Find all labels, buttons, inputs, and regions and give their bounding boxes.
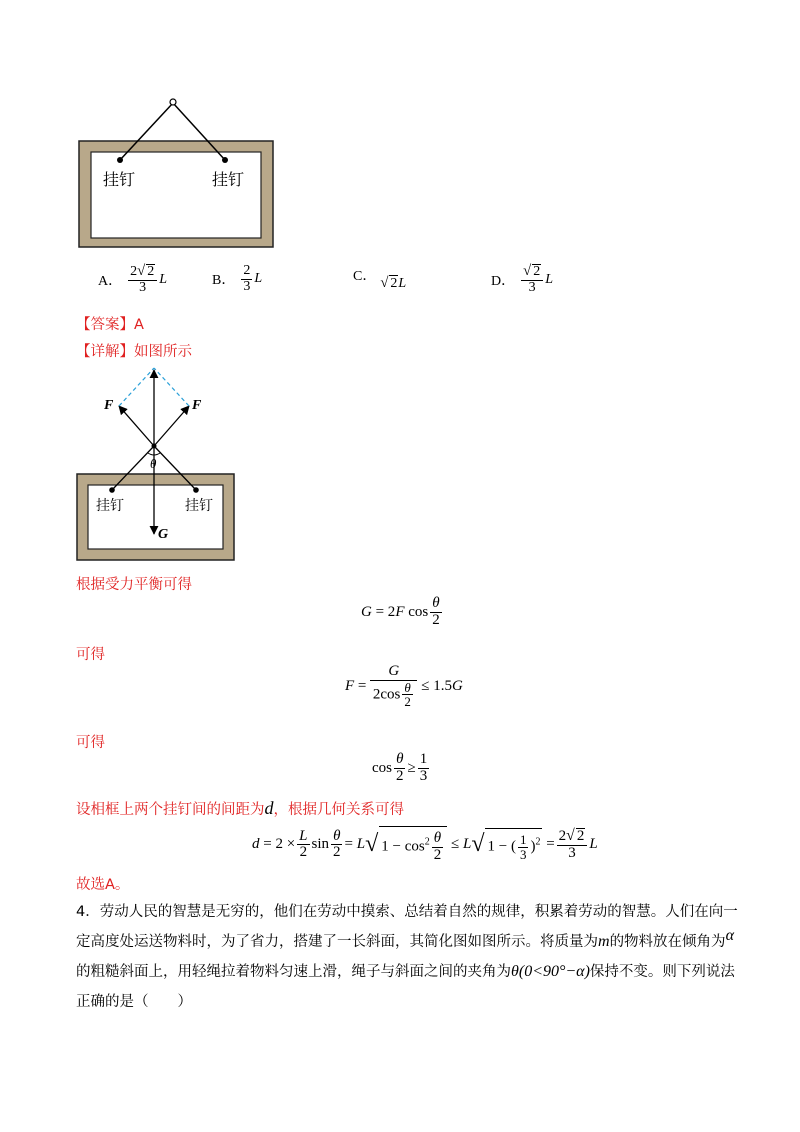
figure-force-analysis (76, 362, 240, 564)
option-c: C． √ 2L (353, 273, 406, 293)
step4-post: ，根据几何关系可得 (273, 802, 404, 818)
detail-line (76, 340, 192, 361)
detail-tag: 【详解】 (76, 344, 134, 360)
answer-line (76, 313, 144, 334)
step3-text: 可得 (76, 735, 105, 751)
step1-text: 根据受力平衡可得 (76, 577, 192, 593)
option-a: A． $\frac{2√ 2}{3}$ L (98, 263, 167, 295)
equation-1: G = 2 F cos $\frac{\theta}{2}$ (361, 595, 440, 628)
mass-var: m (598, 933, 610, 950)
step4-text (76, 798, 404, 819)
equation-4: d = 2 × $\frac{L}{2}$ sin $\frac{\theta}{2}$ = L √ $1 - \cos^2$ $\frac{\theta}{2}$ ≤ L √ 1 − ( $\frac{1}{3}$ )$^2$ = $\frac{2√ 2}{3}$ L (252, 827, 598, 863)
step4-var: d (264, 798, 274, 818)
force-label-left: F (104, 398, 114, 413)
question-4-line2: 定高度处运送物料时，为了省力，搭建了一长斜面，其简化图如图所示。将质量为m的物料放在倾角为α (76, 927, 734, 950)
step2-text: 可得 (76, 647, 105, 663)
question-4-line4: 正确的是（ ） (76, 994, 192, 1010)
question-4-line3: 的粗糙斜面上，用轻绳拉着物料匀速上滑，绳子与斜面之间的夹角为θ(0<90°−α)保持不变。则下列说法 (76, 963, 735, 980)
nail2-left (109, 487, 115, 493)
answer-value: A (134, 317, 144, 333)
force-arrow-right (154, 406, 189, 446)
detail-intro: 如图所示 (134, 344, 192, 360)
nail-right (222, 157, 228, 163)
conclusion-text: 故选A。 (76, 877, 130, 893)
force-arrow-left (119, 406, 154, 446)
hook-point (170, 99, 176, 105)
option-a-fraction: $\frac{2√ 2}{3}$ (128, 264, 157, 295)
question-4 (76, 897, 736, 1017)
parallelogram-right (154, 368, 189, 406)
question-4-line1: 4．劳动人民的智慧是无穷的，他们在劳动中摸索、总结着自然的规律，积累着劳动的智慧。人们在向一 (76, 904, 738, 920)
nail2-left-label: 挂钉 (96, 498, 124, 514)
nail-left-label: 挂钉 (103, 170, 136, 189)
gravity-label: G (158, 527, 169, 542)
nail2-right (193, 487, 199, 493)
option-d-label: D． (491, 273, 516, 289)
option-d: D． $\frac{√ 2}{3}$ L (491, 263, 553, 295)
equation-2: F = G 2cos $\frac{\theta}{2}$ ≤ 1.5 G (345, 663, 463, 710)
option-b: B． $\frac{2}{3}$ L (212, 263, 263, 294)
force-label-right: F (192, 398, 202, 413)
step4-pre: 设相框上两个挂钉间的间距为 (76, 802, 265, 818)
option-b-label: B． (212, 273, 236, 289)
angle-var: α (725, 927, 734, 944)
option-c-label: C． (353, 269, 377, 284)
answer-tag: 【答案】 (76, 317, 134, 333)
option-d-fraction: $\frac{√ 2}{3}$ (521, 264, 543, 295)
nail2-right-label: 挂钉 (185, 498, 213, 514)
nail-left (117, 157, 123, 163)
theta-condition: θ(0<90°−α) (511, 963, 590, 980)
equation-3: cos $\frac{\theta}{2}$ ≥ $\frac{1}{3}$ (372, 751, 428, 784)
option-b-fraction: $\frac{2}{3}$ (243, 263, 251, 294)
figure-hanging-frame (78, 98, 278, 250)
parallelogram-left (119, 368, 154, 406)
frame-inner (91, 152, 261, 238)
angle-label: θ (150, 456, 157, 471)
option-a-label: A． (98, 273, 123, 289)
nail-right-label: 挂钉 (212, 170, 245, 189)
